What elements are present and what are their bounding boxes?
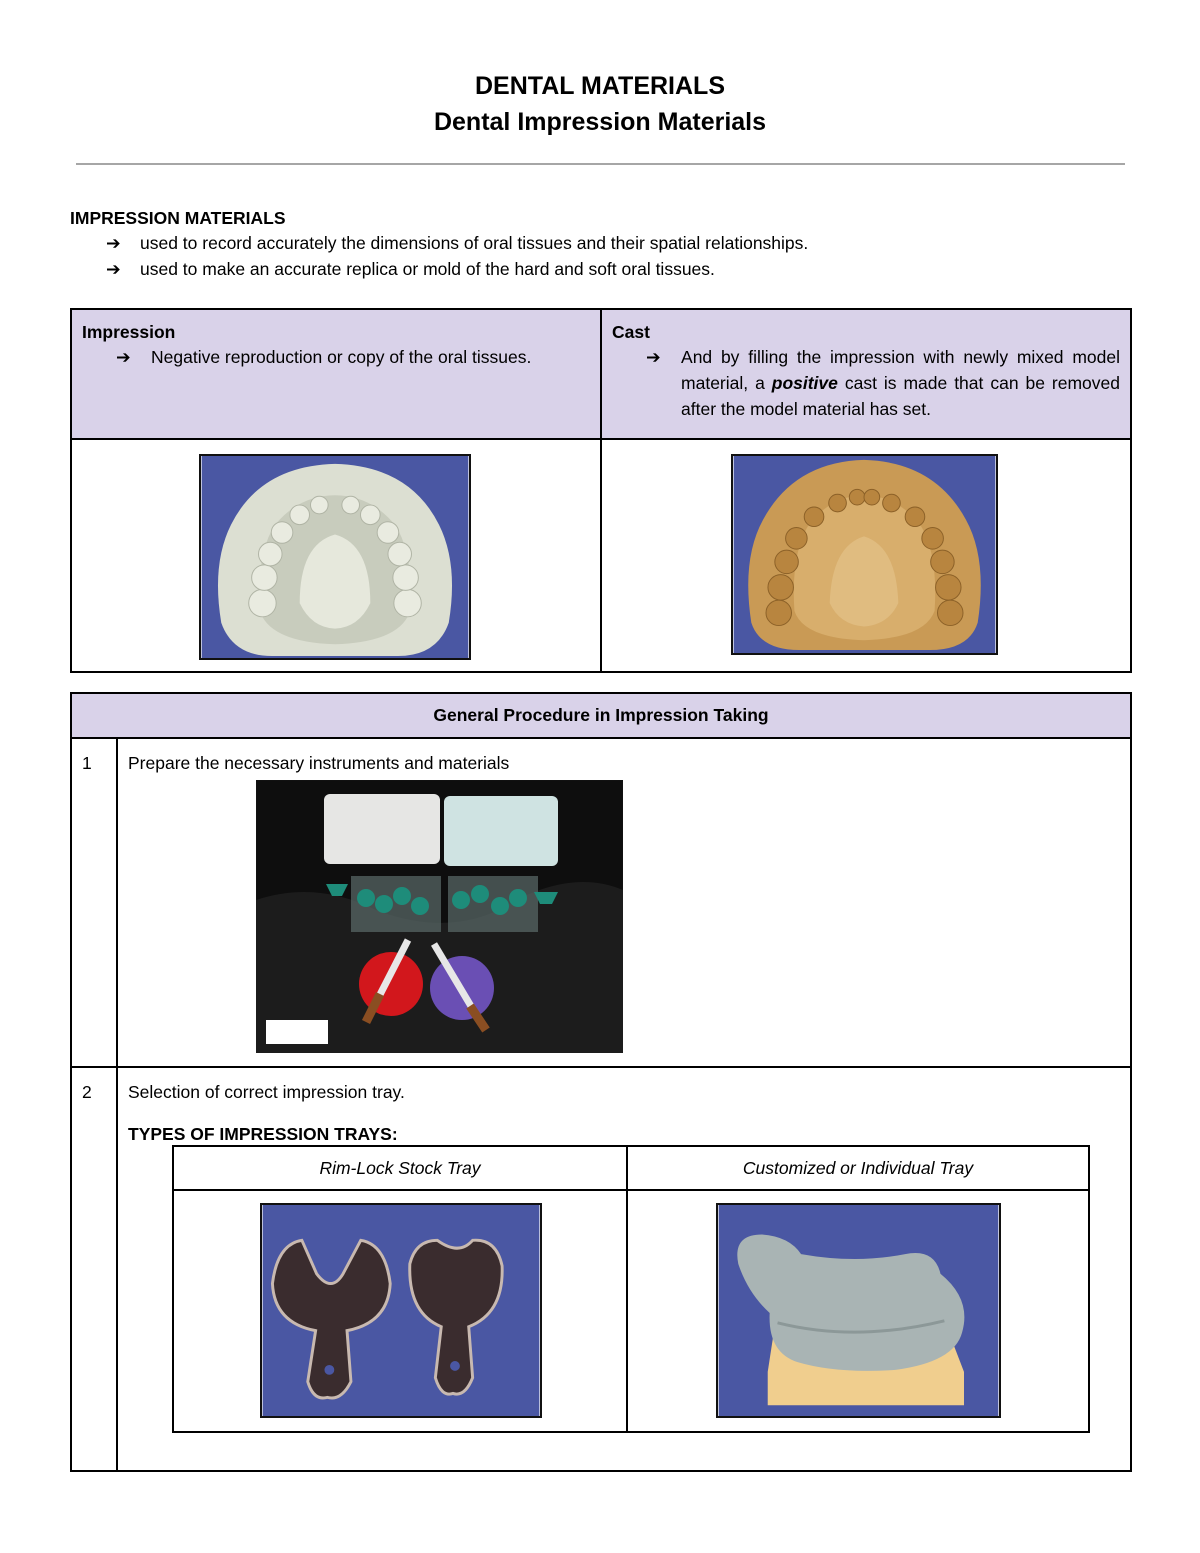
cast-bullet: [612, 344, 1120, 422]
cast-emphasis: positive: [771, 373, 838, 393]
stock-tray-photo-cell: [173, 1190, 627, 1432]
document-title-block: [0, 70, 1200, 138]
intro-section: [70, 206, 1130, 282]
instruments-photo: [256, 780, 623, 1053]
step-number: 2: [71, 1067, 117, 1471]
intro-bullet-text: used to record accurately the dimensions of oral tissues and their spatial relationships.: [140, 233, 809, 253]
tray-types-table: [172, 1145, 1090, 1433]
impression-definition: Negative reproduction or copy of the oral tissues.: [151, 347, 532, 367]
cast-text-before: And by filling the impression with newly mixed model material, a: [681, 347, 1120, 393]
arrow-icon: ➔: [646, 347, 661, 367]
cast-photo: [731, 454, 998, 655]
intro-bullet: [70, 256, 1130, 282]
tray-label: Rim-Lock Stock Tray: [173, 1146, 627, 1190]
impression-bullet: [82, 344, 590, 370]
cast-definition: [681, 344, 1120, 422]
impression-title: Impression: [82, 322, 176, 342]
intro-bullet: [70, 230, 1130, 256]
document-title: DENTAL MATERIALS: [475, 72, 725, 100]
cast-title: Cast: [612, 322, 650, 342]
impression-header-cell: [71, 309, 601, 439]
document-subtitle: Dental Impression Materials: [433, 108, 767, 136]
tray-label: Customized or Individual Tray: [627, 1146, 1089, 1190]
impression-photo: [199, 454, 471, 660]
procedure-table: [70, 692, 1132, 1472]
arrow-icon: ➔: [106, 259, 121, 279]
intro-heading: IMPRESSION MATERIALS: [70, 208, 286, 228]
step-cell: [117, 1067, 1131, 1471]
cast-photo-cell: [601, 439, 1131, 672]
impression-photo-cell: [71, 439, 601, 672]
impression-vs-cast-table: [70, 308, 1132, 673]
arrow-icon: ➔: [106, 233, 121, 253]
step-cell: [117, 738, 1131, 1067]
step-number: 1: [71, 738, 117, 1067]
stock-tray-photo: [260, 1203, 542, 1418]
trays-heading: TYPES OF IMPRESSION TRAYS:: [128, 1124, 398, 1144]
custom-tray-photo: [716, 1203, 1001, 1418]
intro-bullet-text: used to make an accurate replica or mold of the hard and soft oral tissues.: [140, 259, 715, 279]
cast-text-after: cast is made that can be removed after the model material has set.: [681, 373, 1120, 419]
procedure-title: General Procedure in Impression Taking: [71, 693, 1131, 738]
cast-header-cell: [601, 309, 1131, 439]
custom-tray-photo-cell: [627, 1190, 1089, 1432]
arrow-icon: ➔: [116, 347, 131, 367]
step-text: Prepare the necessary instruments and materials: [128, 753, 510, 773]
step-text: Selection of correct impression tray.: [128, 1082, 405, 1102]
title-divider: [76, 163, 1125, 165]
